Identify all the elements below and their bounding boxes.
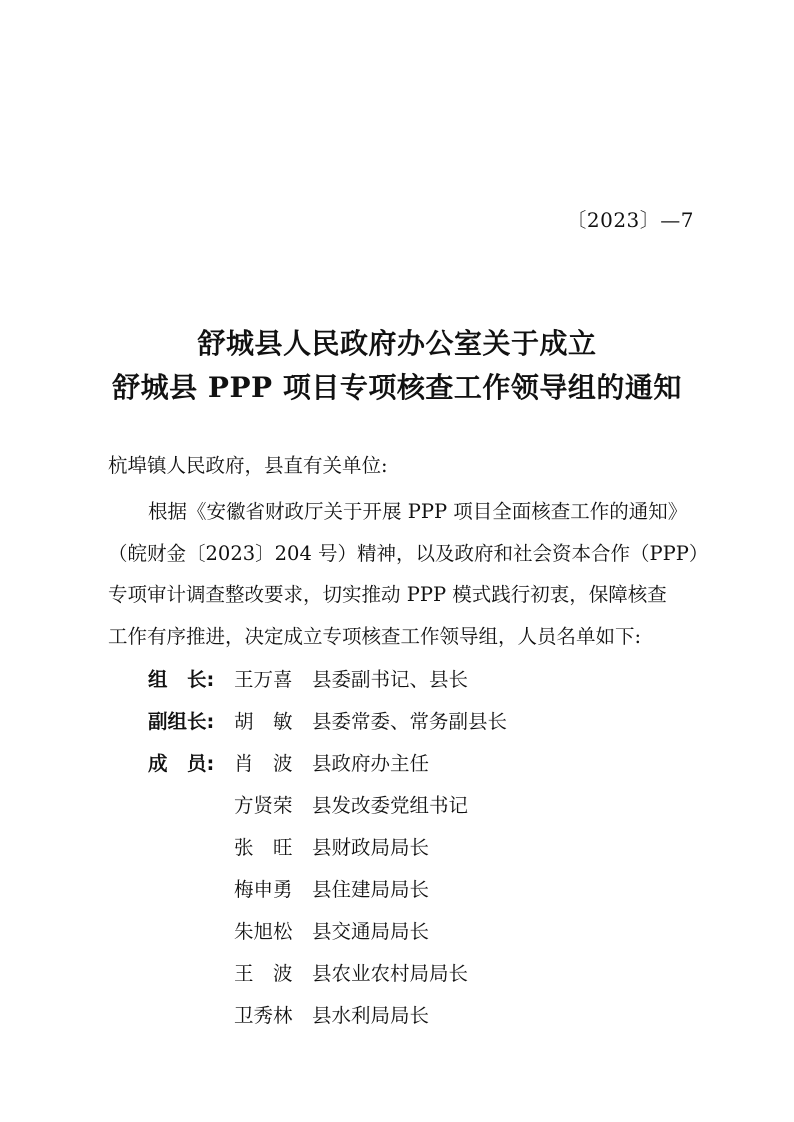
addressee: 杭埠镇人民政府，县直有关单位: (108, 454, 388, 477)
member-role: 组 长: (148, 668, 215, 691)
member-name: 王 波 (234, 962, 293, 985)
member-position: 县住建局局长 (312, 878, 430, 901)
document-title-line-2: 舒城县 PPP 项目专项核查工作领导组的通知 (112, 371, 682, 404)
member-row (148, 748, 429, 778)
member-name: 张 旺 (234, 836, 293, 859)
member-row (148, 958, 468, 988)
document-title-line-1: 舒城县人民政府办公室关于成立 (197, 327, 597, 360)
member-row-deputy-leader (148, 706, 507, 736)
member-row-leader (148, 664, 468, 694)
member-name: 方贤荣 (234, 794, 293, 817)
body-line-1: 根据《安徽省财政厅关于开展 PPP 项目全面核查工作的通知》 (148, 500, 688, 523)
member-position: 县水利局局长 (312, 1004, 430, 1027)
member-name: 肖 波 (234, 752, 293, 775)
member-position: 县政府办主任 (312, 752, 430, 775)
body-line-2: （皖财金〔2023〕204 号）精神，以及政府和社会资本合作（PPP） (108, 542, 709, 565)
member-row (148, 1000, 429, 1030)
member-role: 成 员: (148, 752, 215, 775)
member-name: 卫秀林 (234, 1004, 293, 1027)
document-number: 〔2023〕—7 (566, 208, 694, 232)
member-row (148, 832, 429, 862)
member-name: 胡 敏 (234, 710, 293, 733)
member-position: 县委副书记、县长 (312, 668, 469, 691)
member-position: 县委常委、常务副县长 (312, 710, 508, 733)
member-row (148, 790, 468, 820)
member-row (148, 916, 429, 946)
body-line-3: 专项审计调查整改要求，切实推动 PPP 模式践行初衷，保障核查 (108, 583, 667, 606)
member-name: 朱旭松 (234, 920, 293, 943)
member-role: 副组长: (148, 710, 215, 733)
member-position: 县发改委党组书记 (312, 794, 469, 817)
member-position: 县财政局局长 (312, 836, 430, 859)
member-name: 王万喜 (234, 668, 293, 691)
member-position: 县农业农村局局长 (312, 962, 469, 985)
member-name: 梅申勇 (234, 878, 293, 901)
member-position: 县交通局局长 (312, 920, 430, 943)
member-row (148, 874, 429, 904)
body-line-4: 工作有序推进，决定成立专项核查工作领导组，人员名单如下: (108, 625, 642, 648)
